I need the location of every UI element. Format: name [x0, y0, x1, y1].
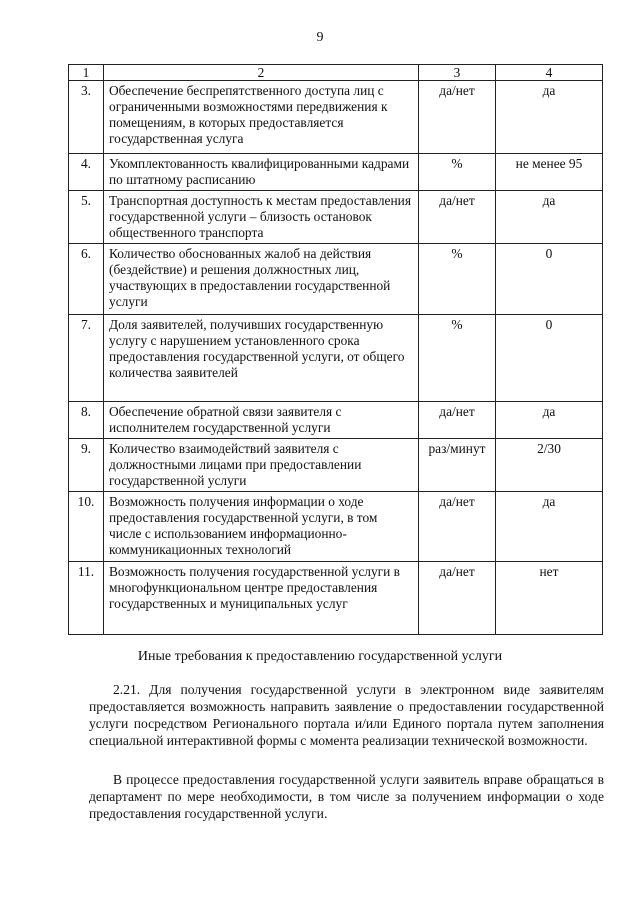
indicator-unit: да/нет	[419, 562, 496, 635]
page-number: 9	[316, 30, 324, 45]
indicator-name: Количество обоснованных жалоб на действия (бездействие) и решения должностных лиц, участвующих в предоставлении государственной услуги	[104, 244, 419, 315]
table-row	[69, 402, 603, 439]
indicator-unit: да/нет	[419, 191, 496, 244]
indicator-name: Транспортная доступность к местам предоставления государственной услуги – близость остановок общественного транспорта	[104, 191, 419, 244]
row-number: 6.	[69, 244, 104, 315]
indicator-value: нет	[496, 562, 603, 635]
indicator-unit: %	[419, 244, 496, 315]
column-header: 1	[69, 65, 104, 81]
indicator-name: Доля заявителей, получивших государственную услугу с нарушением установленного срока предоставления государственной услуги, от общего количества заявителей	[104, 315, 419, 402]
column-header: 2	[104, 65, 419, 81]
indicator-value: да	[496, 81, 603, 154]
row-number: 9.	[69, 439, 104, 492]
indicator-unit: да/нет	[419, 492, 496, 562]
row-number: 5.	[69, 191, 104, 244]
quality-indicators-table	[68, 64, 603, 635]
indicator-name: Возможность получения государственной услуги в многофункциональном центре предоставления государственных и муниципальных услуг	[104, 562, 419, 635]
row-number: 7.	[69, 315, 104, 402]
table-row	[69, 154, 603, 191]
table-row	[69, 492, 603, 562]
row-number: 8.	[69, 402, 104, 439]
indicator-name: Укомплектованность квалифицированными кадрами по штатному расписанию	[104, 154, 419, 191]
table-row	[69, 191, 603, 244]
table-row	[69, 562, 603, 635]
indicator-name: Обеспечение обратной связи заявителя с исполнителем государственной услуги	[104, 402, 419, 439]
paragraph: В процессе предоставления государственной услуги заявитель вправе обращаться в департамент по мере необходимости, в том числе за получением информации о ходе предоставления государственной услуги.	[89, 772, 604, 821]
row-number: 4.	[69, 154, 104, 191]
indicator-value: 2/30	[496, 439, 603, 492]
table-row	[69, 315, 603, 402]
row-number: 11.	[69, 562, 104, 635]
indicator-value: да	[496, 402, 603, 439]
indicator-value: 0	[496, 315, 603, 402]
row-number: 10.	[69, 492, 104, 562]
indicator-name: Возможность получения информации о ходе предоставления государственной услуги, в том числе с использованием информационно-коммуникационных технологий	[104, 492, 419, 562]
indicator-value: да	[496, 191, 603, 244]
indicator-unit: да/нет	[419, 81, 496, 154]
indicator-unit: %	[419, 154, 496, 191]
column-header: 4	[496, 65, 603, 81]
indicator-value: да	[496, 492, 603, 562]
indicator-unit: да/нет	[419, 402, 496, 439]
paragraph: 2.21. Для получения государственной услуги в электронном виде заявителям предоставляется возможность направить заявление о предоставлении государственной услуги посредством Регионального портала и/или Единого портала путем заполнения специальной интерактивной формы с момента реализации технической возможности.	[89, 682, 604, 748]
indicator-name: Количество взаимодействий заявителя с должностными лицами при предоставлении государственной услуги	[104, 439, 419, 492]
section-heading: Иные требования к предоставлению государственной услуги	[137, 649, 503, 664]
indicator-value: 0	[496, 244, 603, 315]
table-row	[69, 81, 603, 154]
indicator-unit: раз/минут	[419, 439, 496, 492]
indicator-unit: %	[419, 315, 496, 402]
indicator-value: не менее 95	[496, 154, 603, 191]
indicator-name: Обеспечение беспрепятственного доступа лиц с ограниченными возможностями передвижения к помещениям, в которых предоставляется государственная услуга	[104, 81, 419, 154]
table-header-row	[69, 65, 603, 81]
row-number: 3.	[69, 81, 104, 154]
table-row	[69, 439, 603, 492]
column-header: 3	[419, 65, 496, 81]
table-row	[69, 244, 603, 315]
